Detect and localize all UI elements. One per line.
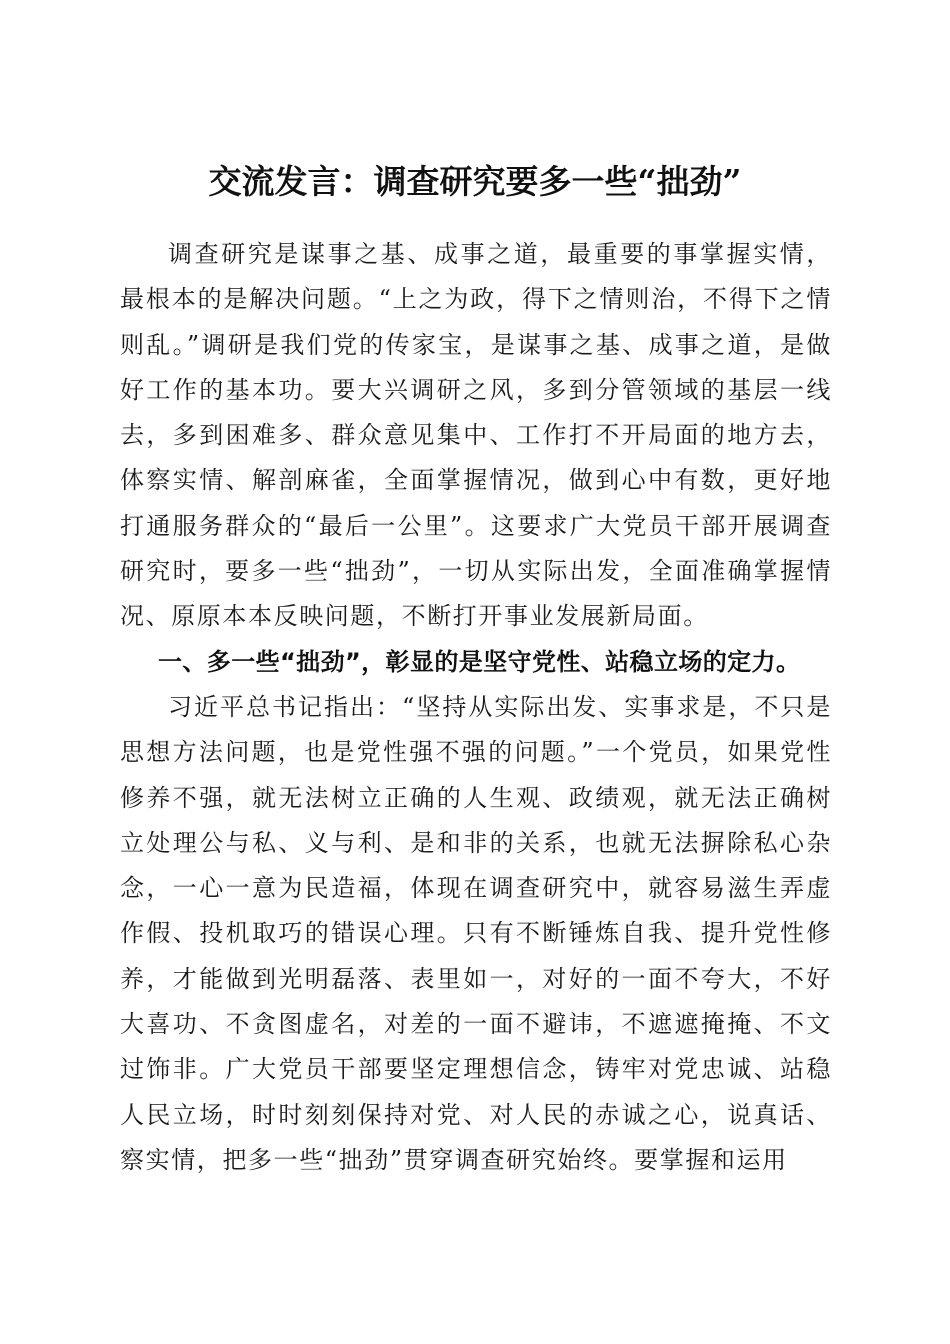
section-heading-1: 一、多一些“拙劲”，彰显的是坚守党性、站稳立场的定力。 xyxy=(158,647,801,676)
document-title: 交流发言：调查研究要多一些“拙劲” xyxy=(208,162,742,202)
body-paragraph-intro: 调查研究是谋事之基、成事之道，最重要的事掌握实情，最根本的是解决问题。“上之为政，得下之情则治，不得下之情则乱。”调研是我们党的传家宝，是谋事之基、成事之道，是做好工作的基本功。要大兴调研之风，多到分管领域的基层一线去，多到困难多、群众意见集中、工作打不开局面的地方去，体察实情、解剖麻雀，全面掌握情况，做到心中有数，更好地打通服务群众的“最后一公里”。这要求广大党员干部开展调查研究时，要多一些“拙劲”，一切从实际出发，全面准确掌握情况、原原本本反映问题，不断打开事业发展新局面。 xyxy=(120,240,832,631)
document-body xyxy=(120,232,832,1183)
body-paragraph-section-1: 习近平总书记指出：“坚持从实际出发、实事求是，不只是思想方法问题，也是党性强不强的问题。”一个党员，如果党性修养不强，就无法树立正确的人生观、政绩观，就无法正确树立处理公与私、义与利、是和非的关系，也就无法摒除私心杂念，一心一意为民造福，体现在调查研究中，就容易滋生弄虚作假、投机取巧的错误心理。只有不断锤炼自我、提升党性修养，才能做到光明磊落、表里如一，对好的一面不夸大，不好大喜功、不贪图虚名，对差的一面不避讳，不遮遮掩掩、不文过饰非。广大党员干部要坚定理想信念，铸牢对党忠诚、站稳人民立场，时时刻刻保持对党、对人民的赤诚之心，说真话、察实情，把多一些“拙劲”贯穿调查研究始终。要掌握和运用 xyxy=(120,692,832,1174)
